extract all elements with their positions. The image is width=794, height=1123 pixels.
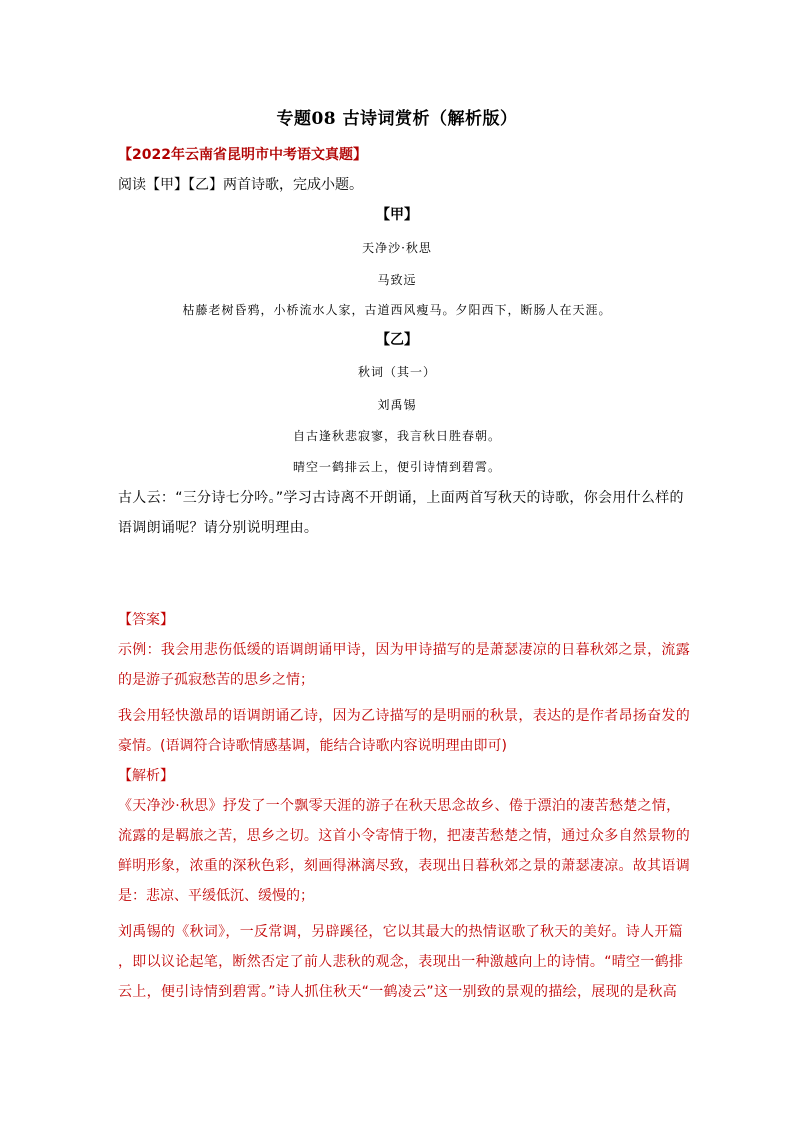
answer-line-4: 豪情。(语调符合诗歌情感基调，能结合诗歌内容说明理由即可) [118, 738, 507, 754]
analysis-line: 刘禹锡的《秋词》，一反常调，另辟蹊径，它以其最大的热情讴歌了秋天的美好。诗人开篇 [118, 924, 683, 940]
question-line-1: 古人云：“三分诗七分吟。”学习古诗离不开朗诵，上面两首写秋天的诗歌，你会用什么样的 [118, 490, 684, 506]
poem-b-title: 秋词（其一） [357, 365, 436, 379]
exam-source: 【2022年云南省昆明市中考语文真题】 [118, 147, 367, 163]
analysis-line: 云上，便引诗情到碧霄。”诗人抓住秋天“一鹤凌云”这一别致的景观的描绘，展现的是秋高 [118, 984, 678, 1000]
analysis-line: ，即以议论起笔，断然否定了前人悲秋的观念，表现出一种激越向上的诗情。“晴空一鹤排 [118, 954, 684, 970]
answer-line-1: 示例：我会用悲伤低缓的语调朗诵甲诗，因为甲诗描写的是萧瑟凄凉的日暮秋郊之景，流露 [118, 642, 690, 658]
analysis-line: 鲜明形象，浓重的深秋色彩，刻画得淋漓尽致，表现出日暮秋郊之景的萧瑟凄凉。故其语调 [118, 858, 690, 874]
question-line-2: 语调朗诵呢？请分别说明理由。 [118, 520, 319, 536]
answer-line-2: 的是游子孤寂愁苦的思乡之情； [118, 672, 314, 688]
poem-b-author: 刘禹锡 [377, 398, 417, 412]
poem-a-title: 天净沙·秋思 [362, 241, 432, 255]
poem-a-text: 枯藤老树昏鸦，小桥流水人家，古道西风瘦马。夕阳西下，断肠人在天涯。 [182, 303, 612, 317]
poem-b-line2: 晴空一鹤排云上，便引诗情到碧霄。 [292, 460, 501, 474]
answer-line-3: 我会用轻快激昂的语调朗诵乙诗，因为乙诗描写的是明丽的秋景，表达的是作者昂扬奋发的 [118, 708, 690, 724]
reading-instruction: 阅读【甲】【乙】两首诗歌，完成小题。 [118, 177, 363, 193]
analysis-line: 流露的是羁旅之苦，思乡之切。这首小令寄情于物，把凄苦愁楚之情，通过众多自然景物的 [118, 828, 690, 844]
document-title: 专题08 古诗词赏析（解析版） [276, 109, 518, 129]
poem-b-label: 【乙】 [376, 332, 418, 348]
analysis-label: 【解析】 [118, 768, 174, 784]
analysis-line: 是：悲凉、平缓低沉、缓慢的； [118, 888, 314, 904]
poem-b-line1: 自古逢秋悲寂寥，我言秋日胜春朝。 [292, 429, 501, 443]
answer-label: 【答案】 [118, 612, 174, 628]
poem-a-author: 马致远 [377, 273, 417, 287]
analysis-line: 《天净沙·秋思》抒发了一个飘零天涯的游子在秋天思念故乡、倦于漂泊的凄苦愁楚之情， [118, 798, 681, 814]
poem-a-label: 【甲】 [376, 207, 418, 223]
